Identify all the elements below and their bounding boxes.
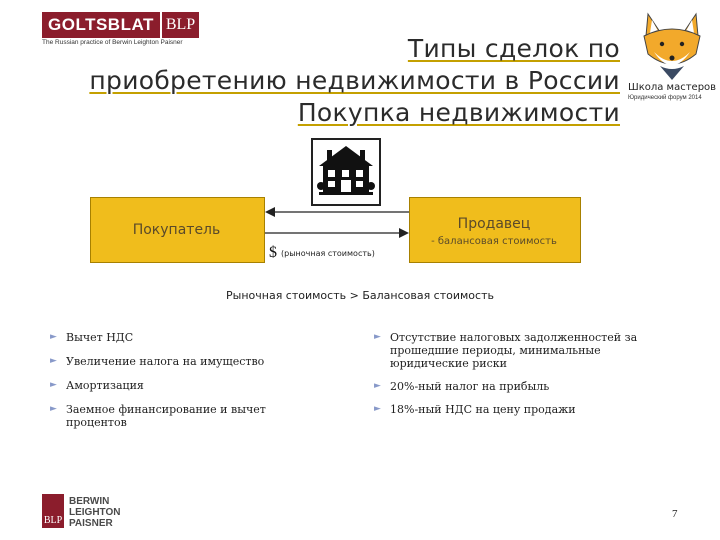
seller-points-list: [374, 331, 674, 426]
value-comparison: Рыночная стоимость > Балансовая стоимость: [226, 289, 494, 302]
blp-line-3: PAISNER: [69, 518, 113, 528]
list-item: ► Амортизация: [50, 379, 310, 392]
seller-label: Продавец: [457, 216, 531, 232]
slide-title-line-1: Типы сделок по: [407, 34, 620, 63]
blp-mark: BLP: [43, 515, 63, 526]
school-caption: Школа мастеров: [628, 82, 717, 93]
fox-icon: [624, 8, 720, 84]
fox-logo: [624, 8, 720, 108]
goltsblat-logo: [42, 12, 214, 38]
blp-line-1: BERWIN: [69, 496, 110, 507]
buyer-label: Покупатель: [132, 222, 221, 238]
blp-line-2: LEIGHTON: [69, 507, 121, 518]
list-item: ► Отсутствие налоговых задолженностей за прошедшие периоды, минимальные юридические риски: [374, 331, 674, 370]
market-value-note: (рыночная стоимость): [281, 249, 375, 258]
dollar-sign: $: [269, 244, 277, 261]
seller-note: - балансовая стоимость: [431, 236, 557, 247]
school-subcaption: Юридический форум 2014: [628, 95, 702, 101]
page-number: 7: [672, 508, 678, 520]
slide-title-line-2: приобретению недвижимости в России: [89, 66, 620, 95]
list-item: ► Увеличение налога на имущество: [50, 355, 310, 368]
logo-mark: BLP: [162, 12, 199, 38]
list-item: ► Заемное финансирование и вычет процентов: [50, 403, 310, 429]
exchange-arrows: [262, 200, 412, 250]
logo-tagline: The Russian practice of Berwin Leighton Paisner: [42, 39, 183, 46]
logo-word: GOLTSBLAT: [42, 12, 160, 38]
list-item: ► 20%-ный налог на прибыль: [374, 380, 674, 393]
slide-title-line-3: Покупка недвижимости: [297, 98, 620, 127]
payment-arrowhead: [399, 228, 409, 238]
house-icon: [311, 138, 381, 206]
list-item: ► 18%-ный НДС на цену продажи: [374, 403, 674, 416]
blp-logo: [42, 494, 142, 532]
buyer-points-list: [50, 331, 310, 440]
property-arrowhead: [265, 207, 275, 217]
list-item: ► Вычет НДС: [50, 331, 310, 344]
